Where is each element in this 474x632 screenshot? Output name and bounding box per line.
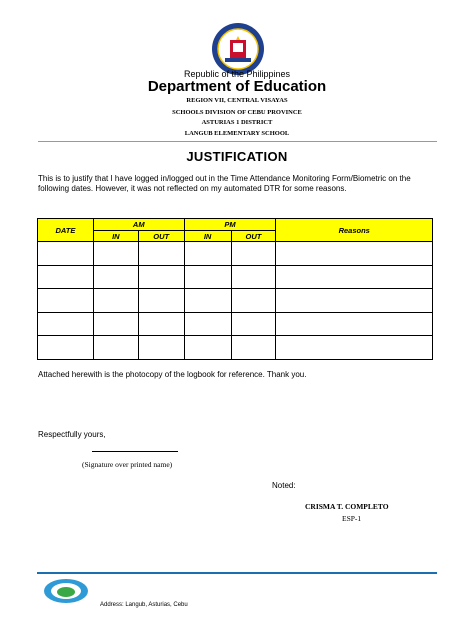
intro-paragraph: This is to justify that I have logged in/logged out in the Time Attendance Monitoring Form/Biometric on the following dates. However, it was not reflected on my automated DTR for some reasons. <box>38 174 411 193</box>
table-cell <box>184 265 231 289</box>
table-cell <box>38 312 94 336</box>
reasons-header: Reasons <box>276 219 433 242</box>
table-cell <box>276 336 433 360</box>
school-logo-icon <box>42 575 90 603</box>
table-row <box>38 312 433 336</box>
table-cell <box>184 312 231 336</box>
table-cell <box>138 336 184 360</box>
footer-divider <box>37 572 437 574</box>
district-line: ASTURIAS 1 DISTRICT <box>201 119 273 126</box>
signature-caption: (Signature over printed name) <box>82 460 173 469</box>
table-cell <box>38 242 94 266</box>
footer-address: Address: Langub, Asturias, Cebu <box>100 602 188 608</box>
table-row <box>38 336 433 360</box>
table-cell <box>231 289 276 313</box>
table-cell <box>184 336 231 360</box>
table-cell <box>38 336 94 360</box>
document-title: JUSTIFICATION <box>186 149 288 164</box>
noted-role: ESP-1 <box>342 514 362 523</box>
table-cell <box>38 289 94 313</box>
pm-in-header: IN <box>184 231 231 242</box>
table-cell <box>138 289 184 313</box>
school-line: LANGUB ELEMENTARY SCHOOL <box>184 130 290 137</box>
am-out-header: OUT <box>138 231 184 242</box>
table-cell <box>276 312 433 336</box>
am-header: AM <box>93 219 184 231</box>
signature-line <box>92 451 178 452</box>
attached-note: Attached herewith is the photocopy of the logbook for reference. Thank you. <box>38 370 307 379</box>
table-cell <box>276 265 433 289</box>
table-cell <box>276 289 433 313</box>
table-cell <box>231 312 276 336</box>
region-line: REGION VII, CENTRAL VISAYAS <box>186 97 288 104</box>
table-cell <box>138 242 184 266</box>
table-cell <box>93 242 138 266</box>
table-cell <box>231 336 276 360</box>
table-cell <box>231 265 276 289</box>
pm-out-header: OUT <box>231 231 276 242</box>
table-cell <box>93 265 138 289</box>
table-cell <box>93 289 138 313</box>
division-line: SCHOOLS DIVISION OF CEBU PROVINCE <box>172 109 302 116</box>
table-row <box>38 265 433 289</box>
table-cell <box>138 265 184 289</box>
pm-header: PM <box>184 219 276 231</box>
am-in-header: IN <box>93 231 138 242</box>
noted-name: CRISMA T. COMPLETO <box>305 502 389 511</box>
table-cell <box>38 265 94 289</box>
table-cell <box>138 312 184 336</box>
table-cell <box>184 242 231 266</box>
date-header: DATE <box>38 219 94 242</box>
noted-label: Noted: <box>272 481 296 490</box>
table-cell <box>93 336 138 360</box>
department-title: Department of Education <box>147 78 327 95</box>
attendance-table <box>37 218 433 360</box>
table-cell <box>93 312 138 336</box>
table-cell <box>184 289 231 313</box>
table-row <box>38 289 433 313</box>
deped-seal-icon <box>211 22 265 76</box>
header-divider <box>38 141 437 142</box>
table-row <box>38 242 433 266</box>
table-cell <box>231 242 276 266</box>
closing-line: Respectfully yours, <box>38 430 106 439</box>
republic-line: Republic of the Philippines <box>183 69 291 79</box>
table-cell <box>276 242 433 266</box>
